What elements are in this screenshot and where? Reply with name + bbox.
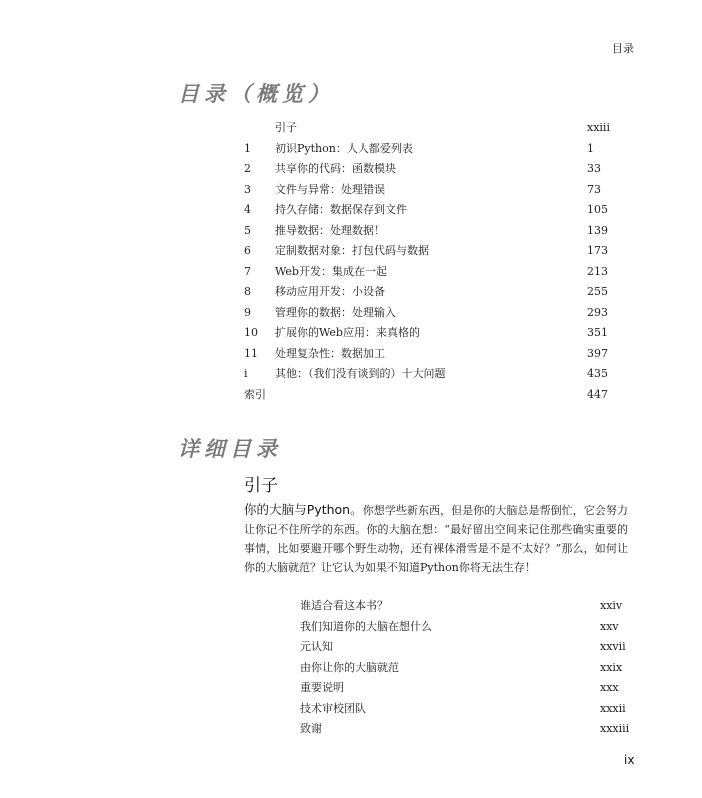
toc-entry-chapter-7[interactable] xyxy=(244,262,644,283)
intro-heading: 引子 xyxy=(244,476,278,496)
page-number: ix xyxy=(624,753,635,767)
toc-detail-entry[interactable] xyxy=(300,637,640,658)
toc-entry-label: 定制数据对象：打包代码与数据 xyxy=(275,244,429,257)
toc-entry-label: Web开发：集成在一起 xyxy=(275,264,387,278)
toc-entry-label: 扩展你的Web应用：来真格的 xyxy=(275,326,420,339)
toc-entry-page: xxx xyxy=(600,681,619,694)
toc-entry-number: 1 xyxy=(244,141,251,155)
intro-body: 你想学些新东西，但是你的大脑总是帮倒忙，它会努力让你记不住所学的东西。你的大脑在想：“最好留出空间来记住那些确实重要的事情，比如要避开哪个野生动物，还有裸体滑雪是不是不太好？”那么，如何让你的大脑就范？让它认为如果不知道Python你将无法生存！ xyxy=(244,504,628,574)
toc-entry-page: 397 xyxy=(587,346,608,360)
toc-entry-page: 255 xyxy=(587,285,608,298)
toc-entry-number: 10 xyxy=(244,326,258,339)
toc-entry-label: 管理你的数据：处理输入 xyxy=(275,305,396,319)
toc-entry-appendix-i[interactable] xyxy=(244,364,644,385)
toc-entry-label: 推导数据：处理数据！ xyxy=(275,223,385,237)
toc-entry-page: xxxii xyxy=(600,701,626,715)
toc-detail-entry[interactable] xyxy=(300,617,640,638)
toc-entry-label: 重要说明 xyxy=(300,681,344,694)
toc-entry-index[interactable] xyxy=(244,385,644,406)
toc-entry-label: 文件与异常：处理错误 xyxy=(275,182,385,196)
overview-title: 目录（概览） xyxy=(178,82,334,106)
toc-entry-chapter-9[interactable] xyxy=(244,303,644,324)
toc-entry-page: xxiv xyxy=(600,599,623,612)
toc-entry-label: 由你让你的大脑就范 xyxy=(300,660,399,674)
toc-entry-label: 索引 xyxy=(244,387,266,401)
toc-entry-page: xxvii xyxy=(600,640,626,653)
toc-entry-label: 初识Python：人人都爱列表 xyxy=(275,141,413,155)
toc-detail-list xyxy=(300,596,640,740)
detail-title: 详细目录 xyxy=(178,437,282,461)
toc-entry-number: 5 xyxy=(244,223,251,237)
toc-entry-page: 73 xyxy=(587,182,601,196)
toc-entry-chapter-6[interactable] xyxy=(244,241,644,262)
toc-detail-entry[interactable] xyxy=(300,719,640,740)
toc-entry-page: xxiii xyxy=(587,121,610,134)
toc-entry-number: 4 xyxy=(244,203,251,216)
toc-entry-chapter-2[interactable] xyxy=(244,159,644,180)
toc-entry-page: 435 xyxy=(587,367,608,380)
toc-entry-label: 其他：（我们没有谈到的）十大问题 xyxy=(275,367,446,380)
toc-entry-page: 33 xyxy=(587,162,601,175)
toc-entry-number: 11 xyxy=(244,346,258,360)
toc-entry-number: 2 xyxy=(244,162,251,175)
toc-entry-number: i xyxy=(244,367,248,380)
toc-entry-label: 处理复杂性：数据加工 xyxy=(275,346,385,360)
toc-detail-entry[interactable] xyxy=(300,699,640,720)
toc-entry-label: 元认知 xyxy=(300,640,333,653)
toc-entry-chapter-4[interactable] xyxy=(244,200,644,221)
toc-entry-chapter-1[interactable] xyxy=(244,139,644,160)
intro-lead: 你的大脑与Python。 xyxy=(244,502,363,517)
toc-entry-page: 173 xyxy=(587,244,608,257)
intro-paragraph xyxy=(244,500,628,577)
toc-entry-chapter-11[interactable] xyxy=(244,344,644,365)
toc-detail-entry[interactable] xyxy=(300,678,640,699)
toc-entry-page: 105 xyxy=(587,203,608,216)
toc-entry-number: 8 xyxy=(244,285,251,298)
toc-entry-page: 139 xyxy=(587,223,608,237)
toc-entry-label: 持久存储：数据保存到文件 xyxy=(275,203,407,216)
toc-entry-page: 447 xyxy=(587,387,608,401)
toc-entry-label: 我们知道你的大脑在想什么 xyxy=(300,619,432,633)
toc-entry-chapter-3[interactable] xyxy=(244,180,644,201)
toc-detail-entry[interactable] xyxy=(300,596,640,617)
toc-entry-label: 技术审校团队 xyxy=(300,701,366,715)
toc-entry-label: 引子 xyxy=(275,121,297,134)
toc-entry-page: 351 xyxy=(587,326,608,339)
toc-entry-label: 致谢 xyxy=(300,722,322,735)
toc-entry-page: 213 xyxy=(587,264,608,278)
toc-entry-number: 7 xyxy=(244,264,251,278)
toc-entry-page: 293 xyxy=(587,305,608,319)
toc-detail-entry[interactable] xyxy=(300,658,640,679)
toc-entry-chapter-10[interactable] xyxy=(244,323,644,344)
toc-entry-number: 3 xyxy=(244,182,251,196)
toc-entry-number: 6 xyxy=(244,244,251,257)
toc-entry-page: xxv xyxy=(600,619,619,633)
toc-overview-list xyxy=(244,118,644,405)
toc-entry-page: xxix xyxy=(600,660,623,674)
toc-entry-intro[interactable] xyxy=(244,118,644,139)
toc-entry-label: 共享你的代码：函数模块 xyxy=(275,162,396,175)
toc-entry-page: xxxiii xyxy=(600,722,630,735)
running-head: 目录 xyxy=(612,42,634,55)
toc-entry-page: 1 xyxy=(587,141,594,155)
toc-entry-number: 9 xyxy=(244,305,251,319)
toc-entry-label: 移动应用开发：小设备 xyxy=(275,285,385,298)
toc-entry-chapter-8[interactable] xyxy=(244,282,644,303)
toc-entry-label: 谁适合看这本书？ xyxy=(300,599,388,612)
toc-entry-chapter-5[interactable] xyxy=(244,221,644,242)
